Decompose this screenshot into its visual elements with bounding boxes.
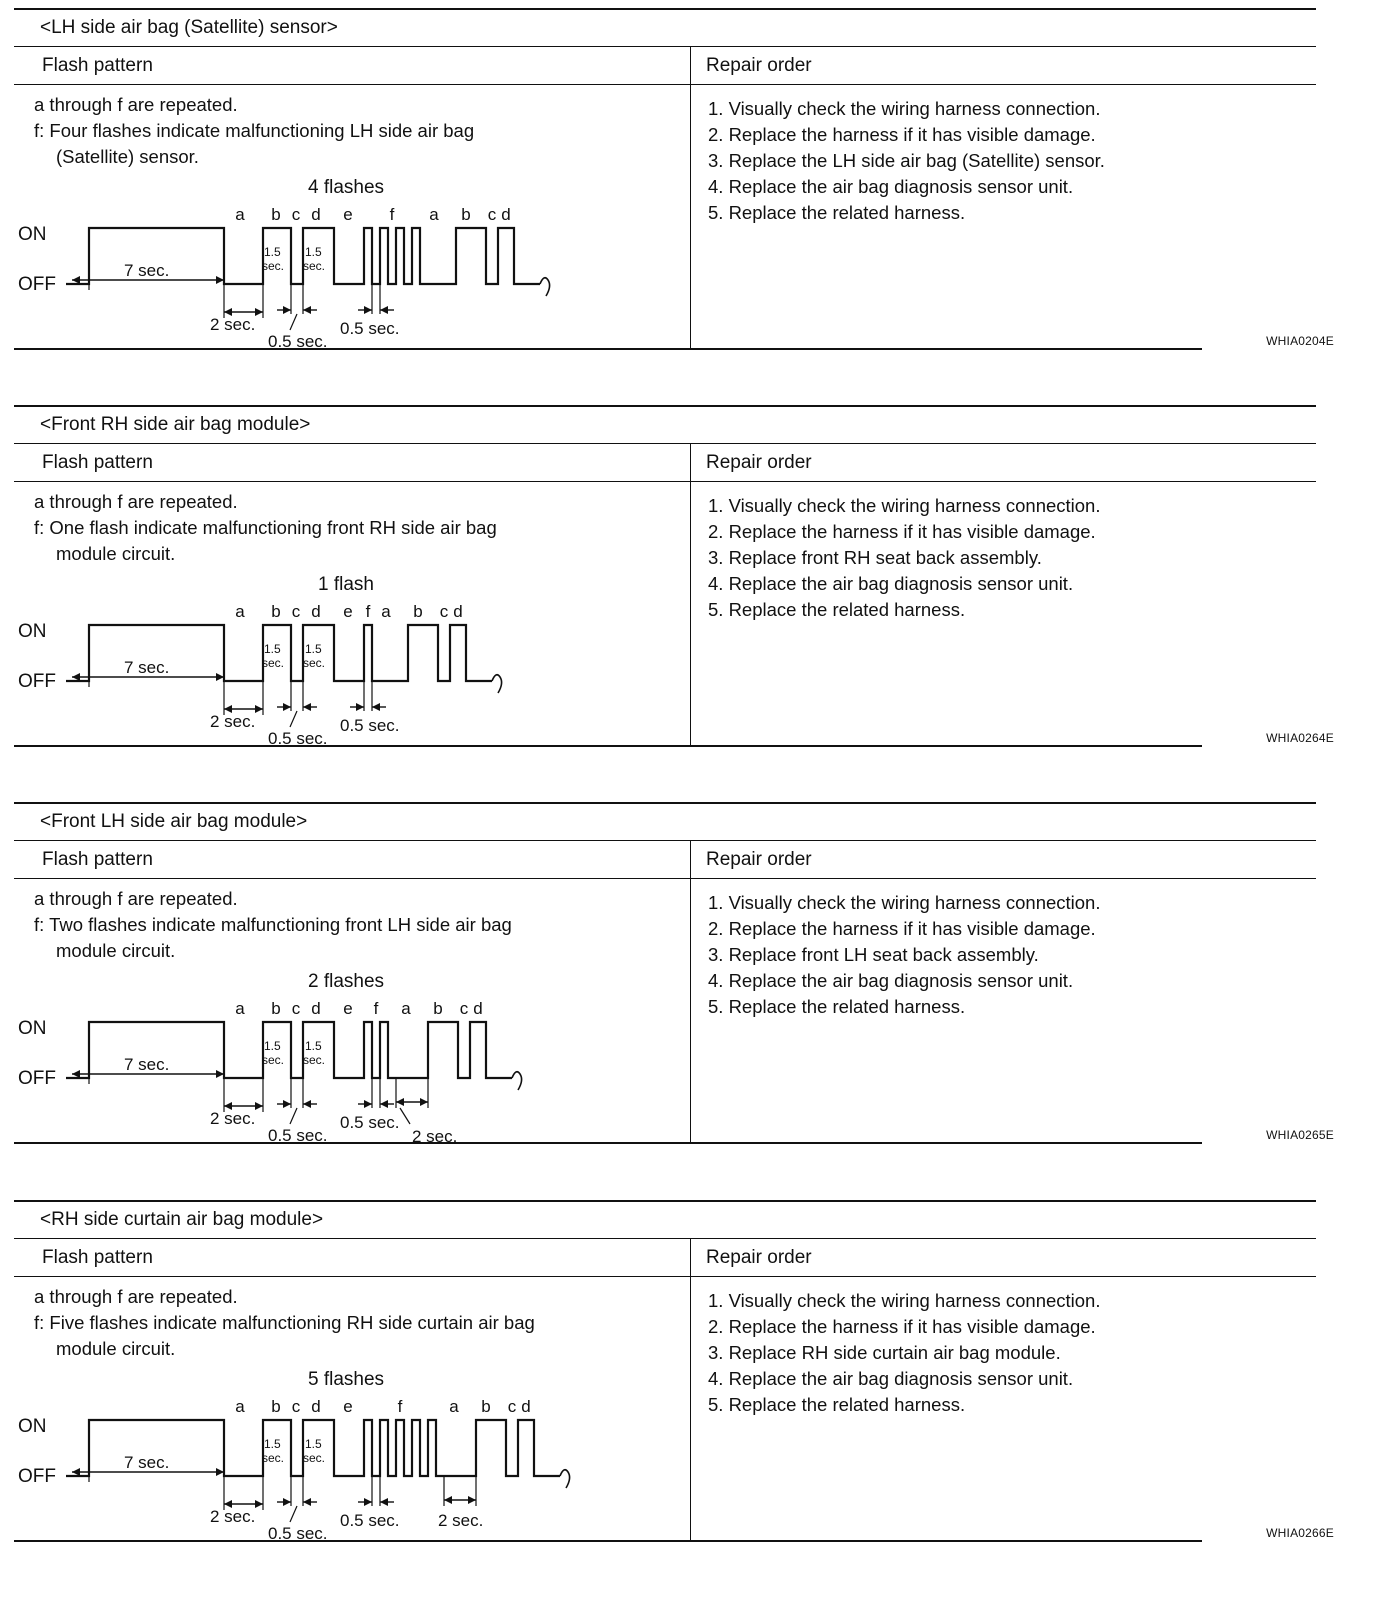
arrow-head <box>72 673 80 681</box>
dtc-panel-1 <box>14 8 1342 354</box>
segment-letter-f: f <box>373 999 379 1018</box>
segment-letter-a: a <box>381 602 391 621</box>
segment-letter-b: b <box>481 1397 491 1416</box>
figure-code: WHIA0264E <box>1266 731 1334 745</box>
d-duration-unit: sec. <box>303 1451 326 1465</box>
description-line: module circuit. <box>56 1338 176 1359</box>
segment-letter-b: b <box>271 999 281 1018</box>
repair-step: 1. Visually check the wiring harness connection. <box>708 98 1101 119</box>
repair-step: 4. Replace the air bag diagnosis sensor unit. <box>708 970 1074 991</box>
flash-description <box>34 489 674 567</box>
bottom-rule <box>14 745 1202 747</box>
off-label: OFF <box>18 1466 56 1487</box>
segment-letter-d: d <box>311 602 321 621</box>
b-duration-label: 1.5 <box>264 1437 281 1451</box>
repair-step: 5. Replace the related harness. <box>708 202 966 223</box>
flash-pattern-diagram <box>14 571 694 747</box>
segment-letter-c: c <box>439 602 449 621</box>
flash-pattern-header: Flash pattern <box>42 452 153 473</box>
arrow-head <box>216 276 224 284</box>
on-label: ON <box>18 224 47 245</box>
segment-letter-b: b <box>271 205 281 224</box>
segment-letter-a: a <box>235 1397 245 1416</box>
arrow-head <box>255 1102 263 1110</box>
arrow-head <box>364 306 372 314</box>
description-line: f: Four flashes indicate malfunctioning LH side air bag <box>34 120 475 141</box>
segment-letter-d: d <box>501 205 511 224</box>
repair-steps <box>708 1288 1100 1418</box>
header-rule <box>14 1238 1316 1239</box>
flash-pattern-header: Flash pattern <box>42 55 153 76</box>
half-sec-label: 0.5 sec. <box>268 1126 328 1145</box>
repair-step: 5. Replace the related harness. <box>708 1394 966 1415</box>
segment-letter-b: b <box>461 205 471 224</box>
d-duration-unit: sec. <box>303 259 326 273</box>
panel-title: <Front RH side air bag module> <box>40 414 311 435</box>
arrow-head <box>356 703 364 711</box>
flash-pattern-diagram <box>14 1366 694 1542</box>
column-header-rule <box>14 878 1316 879</box>
segment-letter-f: f <box>397 1397 403 1416</box>
segment-letter-a: a <box>449 1397 459 1416</box>
restart-gap-label: 2 sec. <box>412 1127 458 1146</box>
repair-step: 2. Replace the harness if it has visible damage. <box>708 124 1096 145</box>
arrow-head <box>255 705 263 713</box>
segment-letter-b: b <box>271 602 281 621</box>
segment-letter-d: d <box>473 999 483 1018</box>
repair-step: 3. Replace RH side curtain air bag module. <box>708 1342 1061 1363</box>
b-duration-label: 1.5 <box>264 1039 281 1053</box>
b-duration-label: 1.5 <box>264 245 281 259</box>
segment-letter-a: a <box>235 602 245 621</box>
break-mark <box>560 1470 570 1488</box>
repair-step: 5. Replace the related harness. <box>708 996 966 1017</box>
description-line: f: Two flashes indicate malfunctioning front LH side air bag <box>34 914 512 935</box>
repair-step: 1. Visually check the wiring harness connection. <box>708 892 1101 913</box>
arrow-head <box>283 306 291 314</box>
break-mark <box>512 1072 522 1090</box>
segment-letter-d: d <box>311 205 321 224</box>
flash-count-label: 4 flashes <box>307 177 385 198</box>
segment-letter-a: a <box>235 205 245 224</box>
arrow-head <box>283 703 291 711</box>
segment-letter-f: f <box>389 205 395 224</box>
leader-line <box>290 711 297 727</box>
repair-step: 4. Replace the air bag diagnosis sensor unit. <box>708 573 1074 594</box>
arrow-head <box>72 276 80 284</box>
column-header-rule <box>14 1276 1316 1277</box>
description-line: a through f are repeated. <box>34 1286 238 1307</box>
segment-letters <box>235 1397 530 1416</box>
segment-letters <box>235 999 482 1018</box>
repair-steps <box>708 493 1100 623</box>
repair-order-header: Repair order <box>706 452 812 473</box>
description-line: (Satellite) sensor. <box>56 146 199 167</box>
header-rule <box>14 443 1316 444</box>
leader-line <box>290 1506 297 1522</box>
repair-step: 2. Replace the harness if it has visible damage. <box>708 521 1096 542</box>
repair-order-header: Repair order <box>706 849 812 870</box>
repair-step: 1. Visually check the wiring harness connection. <box>708 495 1101 516</box>
flash-interval-label: 0.5 sec. <box>340 1113 400 1132</box>
segment-letter-c: c <box>291 205 301 224</box>
arrow-head <box>72 1070 80 1078</box>
arrow-head <box>72 1468 80 1476</box>
seven-sec-label: 7 sec. <box>124 1453 170 1472</box>
b-duration-unit: sec. <box>262 1053 285 1067</box>
segment-letter-c: c <box>291 1397 301 1416</box>
seven-sec-label: 7 sec. <box>124 658 170 677</box>
segment-letter-d: d <box>311 999 321 1018</box>
arrow-head <box>364 1498 372 1506</box>
repair-step: 3. Replace front LH seat back assembly. <box>708 944 1039 965</box>
flash-interval-label: 0.5 sec. <box>340 716 400 735</box>
flash-interval-label: 0.5 sec. <box>340 319 400 338</box>
segment-letter-a: a <box>429 205 439 224</box>
b-duration-unit: sec. <box>262 1451 285 1465</box>
panel-title: <Front LH side air bag module> <box>40 811 308 832</box>
flash-count-label: 1 flash <box>318 574 374 595</box>
flash-count-label: 2 flashes <box>307 971 385 992</box>
repair-steps <box>708 96 1105 226</box>
seven-sec-label: 7 sec. <box>124 1055 170 1074</box>
arrow-head <box>283 1100 291 1108</box>
column-header-rule <box>14 481 1316 482</box>
column-header-rule <box>14 84 1316 85</box>
flash-description <box>34 92 674 170</box>
arrow-head <box>255 1500 263 1508</box>
on-label: ON <box>18 621 47 642</box>
segment-letter-e: e <box>343 205 353 224</box>
flash-pattern-header: Flash pattern <box>42 1247 153 1268</box>
arrow-head <box>396 1098 404 1106</box>
seven-sec-label: 7 sec. <box>124 261 170 280</box>
dtc-panel-3 <box>14 802 1342 1148</box>
segment-letter-e: e <box>343 602 353 621</box>
header-rule <box>14 840 1316 841</box>
on-label: ON <box>18 1416 47 1437</box>
bottom-rule <box>14 348 1202 350</box>
header-rule <box>14 46 1316 47</box>
repair-steps <box>708 890 1100 1020</box>
segment-letter-f: f <box>365 602 371 621</box>
top-rule <box>14 802 1316 804</box>
repair-step: 2. Replace the harness if it has visible damage. <box>708 918 1096 939</box>
panel-title: <LH side air bag (Satellite) sensor> <box>40 17 338 38</box>
segment-letter-c: c <box>291 602 301 621</box>
two-sec-label: 2 sec. <box>210 712 256 731</box>
figure-code: WHIA0266E <box>1266 1526 1334 1540</box>
repair-step: 3. Replace the LH side air bag (Satellite) sensor. <box>708 150 1105 171</box>
flash-description <box>34 1284 674 1362</box>
arrow-head <box>255 308 263 316</box>
arrow-head <box>216 1468 224 1476</box>
repair-step: 3. Replace front RH seat back assembly. <box>708 547 1042 568</box>
d-duration-label: 1.5 <box>305 245 322 259</box>
arrow-head <box>364 1100 372 1108</box>
flash-interval-label: 0.5 sec. <box>340 1511 400 1530</box>
bottom-rule <box>14 1540 1202 1542</box>
segment-letter-d: d <box>521 1397 531 1416</box>
arrow-head <box>468 1496 476 1504</box>
figure-code: WHIA0265E <box>1266 1128 1334 1142</box>
segment-letter-e: e <box>343 999 353 1018</box>
break-mark <box>540 278 550 296</box>
leader-line <box>400 1108 410 1124</box>
arrow-head <box>420 1098 428 1106</box>
segment-letter-a: a <box>235 999 245 1018</box>
segment-letter-c: c <box>487 205 497 224</box>
arrow-head <box>283 1498 291 1506</box>
description-line: module circuit. <box>56 543 176 564</box>
description-line: a through f are repeated. <box>34 491 238 512</box>
figure-code: WHIA0204E <box>1266 334 1334 348</box>
segment-letter-b: b <box>433 999 443 1018</box>
segment-letter-a: a <box>401 999 411 1018</box>
description-line: a through f are repeated. <box>34 94 238 115</box>
repair-step: 4. Replace the air bag diagnosis sensor unit. <box>708 1368 1074 1389</box>
repair-step: 5. Replace the related harness. <box>708 599 966 620</box>
flash-description <box>34 886 674 964</box>
break-mark <box>492 675 502 693</box>
off-label: OFF <box>18 274 56 295</box>
top-rule <box>14 405 1316 407</box>
segment-letter-e: e <box>343 1397 353 1416</box>
segment-letter-c: c <box>507 1397 517 1416</box>
segment-letter-d: d <box>453 602 463 621</box>
description-line: f: One flash indicate malfunctioning front RH side air bag <box>34 517 497 538</box>
leader-line <box>290 1108 297 1124</box>
on-label: ON <box>18 1018 47 1039</box>
segment-letter-c: c <box>459 999 469 1018</box>
b-duration-unit: sec. <box>262 656 285 670</box>
top-rule <box>14 1200 1316 1202</box>
repair-step: 1. Visually check the wiring harness connection. <box>708 1290 1101 1311</box>
segment-letter-d: d <box>311 1397 321 1416</box>
arrow-head <box>444 1496 452 1504</box>
half-sec-label: 0.5 sec. <box>268 1524 328 1543</box>
timing-dimensions <box>72 1468 476 1522</box>
flash-count-label: 5 flashes <box>307 1369 385 1390</box>
off-label: OFF <box>18 1068 56 1089</box>
repair-order-header: Repair order <box>706 1247 812 1268</box>
arrow-head <box>216 1070 224 1078</box>
half-sec-label: 0.5 sec. <box>268 729 328 748</box>
top-rule <box>14 8 1316 10</box>
description-line: module circuit. <box>56 940 176 961</box>
bottom-rule <box>14 1142 1202 1144</box>
leader-line <box>290 314 297 330</box>
flash-pattern-diagram <box>14 968 694 1144</box>
d-duration-unit: sec. <box>303 656 326 670</box>
flash-pattern-header: Flash pattern <box>42 849 153 870</box>
b-duration-label: 1.5 <box>264 642 281 656</box>
segment-letter-b: b <box>413 602 423 621</box>
segment-letter-c: c <box>291 999 301 1018</box>
d-duration-unit: sec. <box>303 1053 326 1067</box>
repair-order-header: Repair order <box>706 55 812 76</box>
repair-step: 4. Replace the air bag diagnosis sensor unit. <box>708 176 1074 197</box>
b-duration-unit: sec. <box>262 259 285 273</box>
segment-letters <box>235 602 462 621</box>
repair-step: 2. Replace the harness if it has visible damage. <box>708 1316 1096 1337</box>
d-duration-label: 1.5 <box>305 642 322 656</box>
segment-letter-b: b <box>271 1397 281 1416</box>
two-sec-label: 2 sec. <box>210 315 256 334</box>
arrow-head <box>216 673 224 681</box>
flash-pattern-diagram <box>14 174 694 350</box>
dtc-panel-2 <box>14 405 1342 751</box>
segment-letters <box>235 205 510 224</box>
description-line: a through f are repeated. <box>34 888 238 909</box>
two-sec-label: 2 sec. <box>210 1507 256 1526</box>
d-duration-label: 1.5 <box>305 1039 322 1053</box>
d-duration-label: 1.5 <box>305 1437 322 1451</box>
panel-title: <RH side curtain air bag module> <box>40 1209 324 1230</box>
half-sec-label: 0.5 sec. <box>268 332 328 351</box>
two-sec-label: 2 sec. <box>210 1109 256 1128</box>
off-label: OFF <box>18 671 56 692</box>
dtc-panel-4 <box>14 1200 1342 1546</box>
restart-gap-label: 2 sec. <box>438 1511 484 1530</box>
description-line: f: Five flashes indicate malfunctioning RH side curtain air bag <box>34 1312 535 1333</box>
